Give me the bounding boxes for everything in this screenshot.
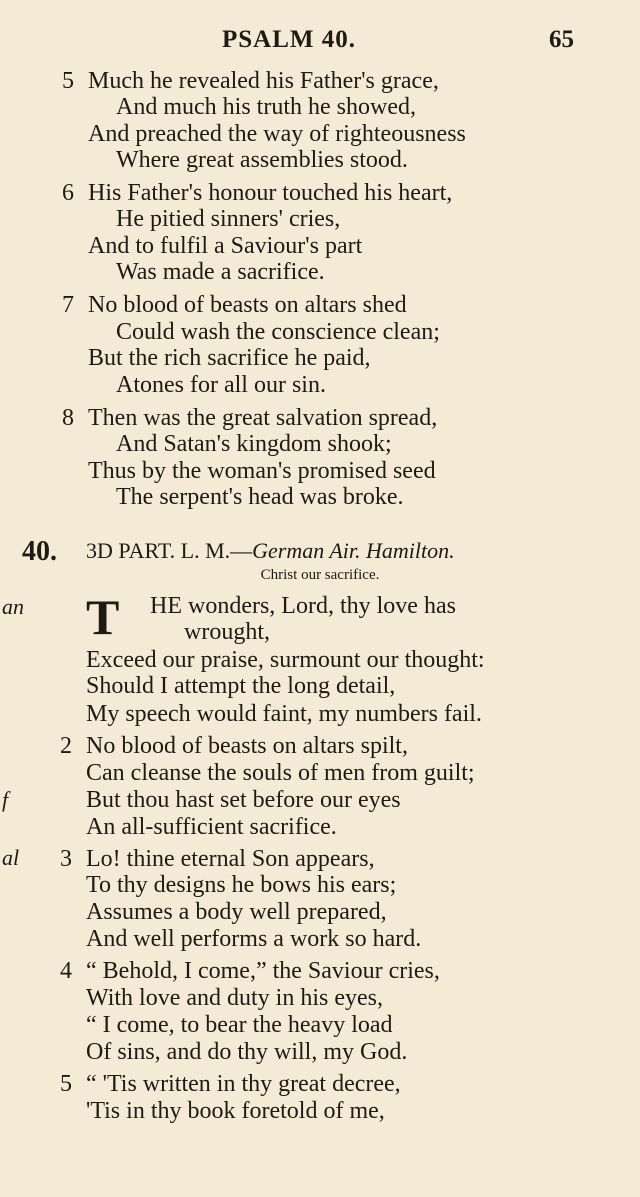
hymn-subtitle: Christ our sacrifice. xyxy=(260,567,380,583)
stanza-number: 8 xyxy=(62,405,74,431)
margin-note: f xyxy=(2,787,9,812)
tune-names: German Air. Hamilton. xyxy=(252,538,455,563)
page-header xyxy=(0,26,640,56)
verse-line: Exceed our praise, surmount our thought: xyxy=(86,647,485,673)
verse-line: And well performs a work so hard. xyxy=(86,926,422,952)
verse-line: His Father's honour touched his heart, xyxy=(88,180,453,206)
hymn-heading xyxy=(0,536,640,566)
verse-line: And much his truth he showed, xyxy=(116,94,416,120)
hymn-meter xyxy=(86,538,455,564)
verse-line: Much he revealed his Father's grace, xyxy=(88,68,439,94)
verse-line: Could wash the conscience clean; xyxy=(116,319,440,345)
verse-line: “ Behold, I come,” the Saviour cries, xyxy=(86,958,440,984)
verse-line: Can cleanse the souls of men from guilt; xyxy=(86,760,475,786)
verse-line: “ 'Tis written in thy great decree, xyxy=(86,1071,401,1097)
verse-line: Of sins, and do thy will, my God. xyxy=(86,1039,408,1065)
verse-line: He pitied sinners' cries, xyxy=(116,206,341,232)
verse-line: No blood of beasts on altars spilt, xyxy=(86,733,408,759)
stanza-number: 7 xyxy=(62,292,74,318)
verse-line: Atones for all our sin. xyxy=(116,372,326,398)
verse-line: The serpent's head was broke. xyxy=(116,484,404,510)
verse-line: Should I attempt the long detail, xyxy=(86,673,396,699)
verse-line: Where great assemblies stood. xyxy=(116,147,408,173)
running-title: PSALM 40. xyxy=(222,26,356,53)
verse-line: Assumes a body well prepared, xyxy=(86,899,387,925)
verse-line: My speech would faint, my numbers fail. xyxy=(86,701,482,727)
verse-line: Thus by the woman's promised seed xyxy=(88,458,436,484)
verse-line: But the rich sacrifice he paid, xyxy=(88,345,371,371)
drop-cap: T xyxy=(86,589,120,645)
part-label: 3D PART. L. M.— xyxy=(86,538,253,563)
verse-line: No blood of beasts on altars shed xyxy=(88,292,407,318)
verse-line: “ I come, to bear the heavy load xyxy=(86,1012,393,1038)
verse-line: And preached the way of righteousness xyxy=(88,121,466,147)
verse-line: Lo! thine eternal Son appears, xyxy=(86,846,375,872)
verse-line: Was made a sacrifice. xyxy=(116,259,325,285)
stanza-number: 5 xyxy=(60,1071,72,1097)
stanza-number: 6 xyxy=(62,180,74,206)
stanza-number: 4 xyxy=(60,958,72,984)
margin-note: al xyxy=(2,845,20,870)
stanza-number: 3 xyxy=(60,846,72,872)
verse-line: 'Tis in thy book foretold of me, xyxy=(86,1098,385,1124)
stanza-number: 5 xyxy=(62,68,74,94)
stanza-number: 2 xyxy=(60,733,72,759)
verse-line: An all-sufficient sacrifice. xyxy=(86,814,337,840)
hymn-number: 40. xyxy=(22,536,57,567)
verse-line: With love and duty in his eyes, xyxy=(86,985,383,1011)
verse-line: But thou hast set before our eyes xyxy=(86,787,401,813)
verse-line: HE wonders, Lord, thy love has xyxy=(150,593,456,619)
page-number: 65 xyxy=(549,26,574,53)
verse-line: And Satan's kingdom shook; xyxy=(116,431,392,457)
verse-line: To thy designs he bows his ears; xyxy=(86,872,397,898)
verse-line: Then was the great salvation spread, xyxy=(88,405,438,431)
margin-note: an xyxy=(2,594,24,619)
verse-line: wrought, xyxy=(184,619,270,645)
verse-line: And to fulfil a Saviour's part xyxy=(88,233,363,259)
